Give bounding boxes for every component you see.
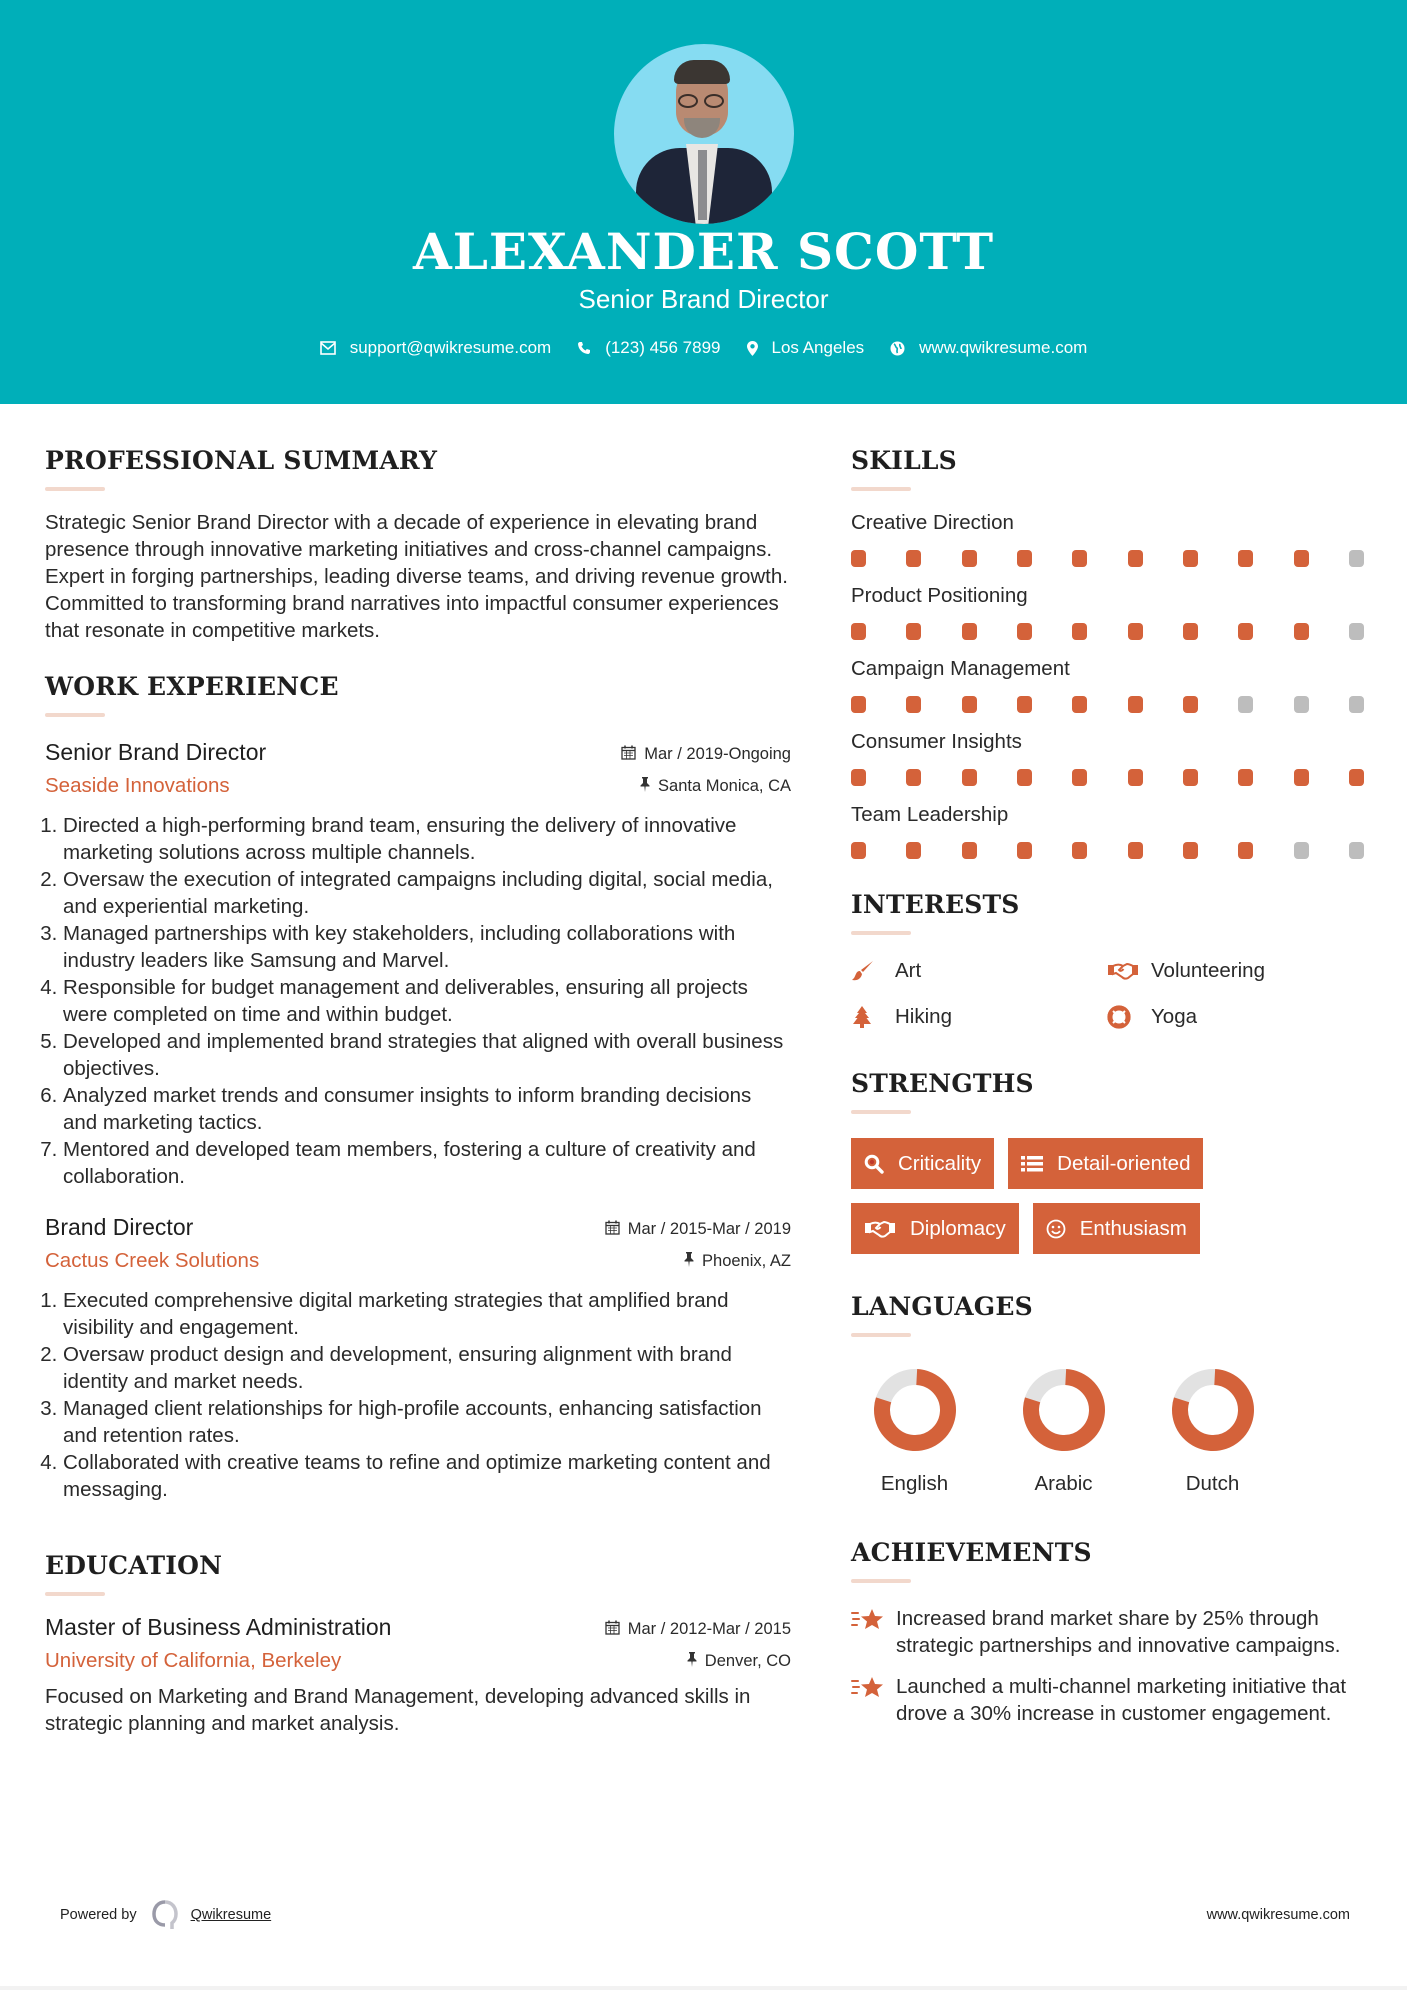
heading-underline	[45, 1592, 105, 1596]
skill-dot-filled	[1183, 696, 1198, 713]
footer-site[interactable]: www.qwikresume.com	[1206, 1907, 1350, 1923]
strength-chip-enthusiasm	[1033, 1203, 1200, 1254]
job-title: Senior Brand Director	[45, 739, 267, 765]
skill-dot-filled	[851, 769, 866, 786]
paintbrush-icon	[851, 959, 895, 983]
language-name: Dutch	[1185, 1472, 1240, 1495]
strengths-heading: STRENGTHS	[851, 1069, 1034, 1098]
skills-heading: SKILLS	[851, 446, 957, 475]
interest-hiking	[851, 1001, 1107, 1033]
job-bullets	[45, 812, 791, 1190]
job-location	[684, 1252, 791, 1271]
interests-grid	[851, 955, 1371, 1033]
interest-label: Yoga	[1151, 1005, 1197, 1028]
job-dates-text: Mar / 2019-Ongoing	[644, 745, 791, 763]
strength-label: Diplomacy	[910, 1216, 1006, 1240]
language-item	[829, 1367, 1000, 1496]
skill-dot-filled	[1183, 842, 1198, 859]
education-dates-text: Mar / 2012-Mar / 2015	[627, 1620, 791, 1638]
skill-dot-empty	[1349, 550, 1364, 567]
experience-section	[45, 672, 791, 1503]
strength-label: Detail-oriented	[1057, 1151, 1191, 1175]
education-description: Focused on Marketing and Brand Management, developing advanced skills in strategic planning and market analysis.	[45, 1685, 751, 1735]
calendar-icon	[605, 1220, 620, 1239]
candidate-title: Senior Brand Director	[578, 284, 829, 314]
phone-icon	[577, 341, 591, 355]
heading-underline	[851, 1110, 911, 1114]
skill-dot-filled	[1238, 769, 1253, 786]
shooting-star-icon	[851, 1605, 896, 1659]
contact-phone[interactable]	[577, 338, 720, 358]
search-icon	[864, 1154, 884, 1174]
page-footer	[60, 1900, 1350, 1930]
job-entry	[45, 739, 791, 1190]
job-bullet: 2. Oversaw product design and development, ensuring alignment with brand identity and market needs.	[63, 1341, 791, 1395]
skill-dot-empty	[1349, 623, 1364, 640]
resume-header	[0, 0, 1407, 404]
job-location	[640, 777, 791, 796]
contact-website-text: www.qwikresume.com	[919, 338, 1088, 357]
interest-art	[851, 955, 1107, 987]
skill-dot-filled	[1072, 696, 1087, 713]
achievements-heading: ACHIEVEMENTS	[851, 1538, 1092, 1567]
globe-icon	[890, 341, 905, 356]
skill-dot-filled	[1017, 696, 1032, 713]
interest-label: Volunteering	[1151, 959, 1265, 982]
skill-dot-empty	[1294, 696, 1309, 713]
achievement-item	[851, 1605, 1371, 1659]
skill-dot-empty	[1349, 842, 1364, 859]
job-bullet: 1. Executed comprehensive digital marketing strategies that amplified brand visibility and engagement.	[63, 1287, 791, 1341]
photo-beard	[684, 118, 720, 138]
skill-dot-filled	[1238, 623, 1253, 640]
pushpin-icon	[640, 777, 650, 796]
skill-dot-filled	[962, 769, 977, 786]
language-proficiency-donut	[872, 1367, 958, 1453]
skill-dot-filled	[1017, 623, 1032, 640]
skill-dot-filled	[1349, 769, 1364, 786]
skill-rating	[851, 832, 1364, 876]
qwikresume-link[interactable]: Qwikresume	[190, 1907, 272, 1923]
education-entry	[45, 1614, 791, 1737]
job-bullet: 3. Managed client relationships for high-profile accounts, enhancing satisfaction and retention rates.	[63, 1395, 791, 1449]
skill-dot-filled	[1294, 769, 1309, 786]
job-bullet: 4. Responsible for budget management and deliverables, ensuring all projects were completed on time and within budget.	[63, 974, 791, 1028]
skill-item	[851, 730, 1371, 803]
skill-dot-filled	[906, 623, 921, 640]
envelope-icon	[320, 341, 336, 355]
skill-name: Team Leadership	[851, 803, 1009, 826]
pushpin-icon	[687, 1652, 697, 1671]
education-section	[45, 1551, 791, 1737]
summary-text: Strategic Senior Brand Director with a decade of experience in elevating brand presence through innovative marketing initiatives and cross-channel campaigns. Expert in forging partnerships, leading diverse teams, and driving revenue growth. Committed to transforming brand narratives into impactful consumer experiences that resonate in competitive markets.	[45, 511, 788, 642]
photo-hair	[674, 60, 730, 84]
skill-dot-filled	[1238, 842, 1253, 859]
skill-dot-filled	[906, 842, 921, 859]
strength-chip-diplomacy	[851, 1203, 1019, 1254]
skill-dot-filled	[962, 696, 977, 713]
skill-rating	[851, 686, 1364, 730]
language-proficiency-donut	[1170, 1367, 1256, 1453]
skill-dot-filled	[1072, 623, 1087, 640]
skill-dot-filled	[1017, 769, 1032, 786]
strength-chip-criticality	[851, 1138, 994, 1189]
skill-item	[851, 511, 1371, 584]
languages-list	[851, 1367, 1371, 1496]
skill-dot-filled	[1128, 769, 1143, 786]
skill-rating	[851, 759, 1364, 803]
skill-dot-filled	[1072, 769, 1087, 786]
smile-icon	[1046, 1219, 1066, 1239]
job-bullet: 3. Managed partnerships with key stakeholders, including collaborations with industry leaders like Samsung and Marvel.	[63, 920, 791, 974]
skill-dot-empty	[1238, 696, 1253, 713]
page-bottom-edge	[0, 1986, 1407, 1990]
job-company: Seaside Innovations	[45, 774, 230, 797]
strength-chip-detail-oriented	[1008, 1138, 1203, 1189]
skill-dot-filled	[906, 696, 921, 713]
skill-name: Creative Direction	[851, 511, 1014, 534]
contact-phone-text: (123) 456 7899	[605, 338, 721, 357]
interest-volunteering	[1107, 955, 1363, 987]
contact-email-text: support@qwikresume.com	[349, 338, 552, 357]
skill-dot-filled	[1238, 550, 1253, 567]
achievement-item	[851, 1673, 1371, 1727]
skill-dot-filled	[962, 842, 977, 859]
left-column	[45, 446, 791, 1737]
skill-dot-filled	[906, 550, 921, 567]
education-heading: EDUCATION	[45, 1551, 223, 1580]
qwikresume-logo-icon	[151, 1900, 179, 1930]
interest-yoga	[1107, 1001, 1363, 1033]
skill-dot-filled	[1294, 550, 1309, 567]
handshake-icon	[864, 1219, 896, 1239]
job-bullet: 2. Oversaw the execution of integrated campaigns including digital, social media, and experiential marketing.	[63, 866, 791, 920]
heading-underline	[851, 1333, 911, 1337]
strength-label: Enthusiasm	[1079, 1216, 1187, 1240]
achievements-section	[851, 1538, 1371, 1727]
skill-dot-filled	[962, 550, 977, 567]
skill-dot-filled	[1072, 550, 1087, 567]
contact-website[interactable]	[890, 338, 1087, 358]
handshake-icon	[1107, 961, 1151, 981]
degree-title: Master of Business Administration	[45, 1614, 392, 1640]
job-company: Cactus Creek Solutions	[45, 1249, 260, 1272]
skill-dot-filled	[1128, 550, 1143, 567]
candidate-name: ALEXANDER SCOTT	[412, 222, 995, 281]
job-entry	[45, 1214, 791, 1503]
job-dates	[605, 1220, 791, 1239]
skills-section	[851, 446, 1371, 876]
skill-name: Product Positioning	[851, 584, 1028, 607]
interests-section	[851, 890, 1371, 1033]
education-dates	[605, 1620, 791, 1639]
summary-section	[45, 446, 791, 644]
right-column	[851, 446, 1371, 1727]
skill-rating	[851, 540, 1364, 584]
language-item	[978, 1367, 1149, 1496]
pushpin-icon	[684, 1252, 694, 1271]
contact-bar	[0, 338, 1407, 358]
skill-item	[851, 584, 1371, 657]
skill-name: Campaign Management	[851, 657, 1070, 680]
interest-label: Art	[895, 959, 922, 982]
list-icon	[1021, 1155, 1043, 1173]
languages-section	[851, 1292, 1371, 1496]
powered-by-label: Powered by	[60, 1907, 137, 1923]
language-name: English	[880, 1472, 949, 1495]
language-name: Arabic	[1034, 1472, 1093, 1495]
heading-underline	[851, 931, 911, 935]
skill-dot-empty	[1294, 842, 1309, 859]
school-name: University of California, Berkeley	[45, 1649, 342, 1672]
skills-list	[851, 511, 1371, 876]
experience-heading: WORK EXPERIENCE	[45, 672, 339, 701]
job-bullets	[45, 1287, 791, 1503]
job-bullet: 6. Analyzed market trends and consumer insights to inform branding decisions and marketing tactics.	[63, 1082, 791, 1136]
skill-dot-filled	[1128, 696, 1143, 713]
job-location-text: Santa Monica, CA	[658, 777, 791, 795]
skill-dot-filled	[1183, 769, 1198, 786]
skill-dot-filled	[1183, 623, 1198, 640]
skill-dot-filled	[1183, 550, 1198, 567]
interest-label: Hiking	[895, 1005, 952, 1028]
heading-underline	[851, 487, 911, 491]
photo-glasses	[678, 94, 726, 108]
skill-dot-filled	[851, 842, 866, 859]
skill-dot-filled	[962, 623, 977, 640]
education-location-text: Denver, CO	[704, 1652, 791, 1670]
job-dates-text: Mar / 2015-Mar / 2019	[627, 1220, 791, 1238]
map-marker-icon	[747, 341, 758, 356]
job-location-text: Phoenix, AZ	[702, 1252, 791, 1270]
calendar-icon	[605, 1620, 620, 1639]
languages-heading: LANGUAGES	[851, 1292, 1033, 1321]
skill-dot-filled	[1128, 623, 1143, 640]
contact-location-text: Los Angeles	[771, 338, 865, 357]
skill-dot-filled	[1128, 842, 1143, 859]
strengths-list	[851, 1138, 1321, 1254]
heading-underline	[45, 713, 105, 717]
skill-dot-filled	[851, 696, 866, 713]
profile-photo	[614, 44, 794, 224]
achievement-text: Launched a multi-channel marketing initiative that drove a 30% increase in customer engagement.	[896, 1675, 1347, 1725]
skill-item	[851, 657, 1371, 730]
tree-icon	[851, 1005, 895, 1029]
language-item	[1127, 1367, 1298, 1496]
skill-name: Consumer Insights	[851, 730, 1022, 753]
job-bullet: 4. Collaborated with creative teams to refine and optimize marketing content and messaging.	[63, 1449, 791, 1503]
photo-tie	[698, 150, 707, 220]
contact-email[interactable]	[320, 338, 552, 358]
contact-location	[747, 338, 865, 358]
skill-dot-filled	[1072, 842, 1087, 859]
achievement-text: Increased brand market share by 25% through strategic partnerships and innovative campaigns.	[896, 1607, 1341, 1657]
job-bullet: 7. Mentored and developed team members, fostering a culture of creativity and collaboration.	[63, 1136, 791, 1190]
skill-dot-filled	[906, 769, 921, 786]
strengths-section	[851, 1069, 1371, 1254]
job-bullet: 5. Developed and implemented brand strategies that aligned with overall business objectives.	[63, 1028, 791, 1082]
skill-dot-filled	[1294, 623, 1309, 640]
skill-dot-filled	[851, 550, 866, 567]
skill-dot-filled	[851, 623, 866, 640]
summary-heading: PROFESSIONAL SUMMARY	[45, 446, 438, 475]
life-ring-icon	[1107, 1005, 1151, 1029]
language-proficiency-donut	[1021, 1367, 1107, 1453]
interests-heading: INTERESTS	[851, 890, 1020, 919]
skill-dot-filled	[1017, 842, 1032, 859]
powered-by	[60, 1900, 271, 1930]
job-dates	[621, 745, 791, 764]
shooting-star-icon	[851, 1673, 896, 1727]
heading-underline	[851, 1579, 911, 1583]
job-title: Brand Director	[45, 1214, 194, 1240]
calendar-icon	[621, 745, 636, 764]
skill-dot-empty	[1349, 696, 1364, 713]
skill-item	[851, 803, 1371, 876]
strength-label: Criticality	[898, 1151, 982, 1175]
job-bullet: 1. Directed a high-performing brand team, ensuring the delivery of innovative marketing solutions across multiple channels.	[63, 812, 791, 866]
heading-underline	[45, 487, 105, 491]
skill-rating	[851, 613, 1364, 657]
education-location	[687, 1652, 791, 1671]
skill-dot-filled	[1017, 550, 1032, 567]
